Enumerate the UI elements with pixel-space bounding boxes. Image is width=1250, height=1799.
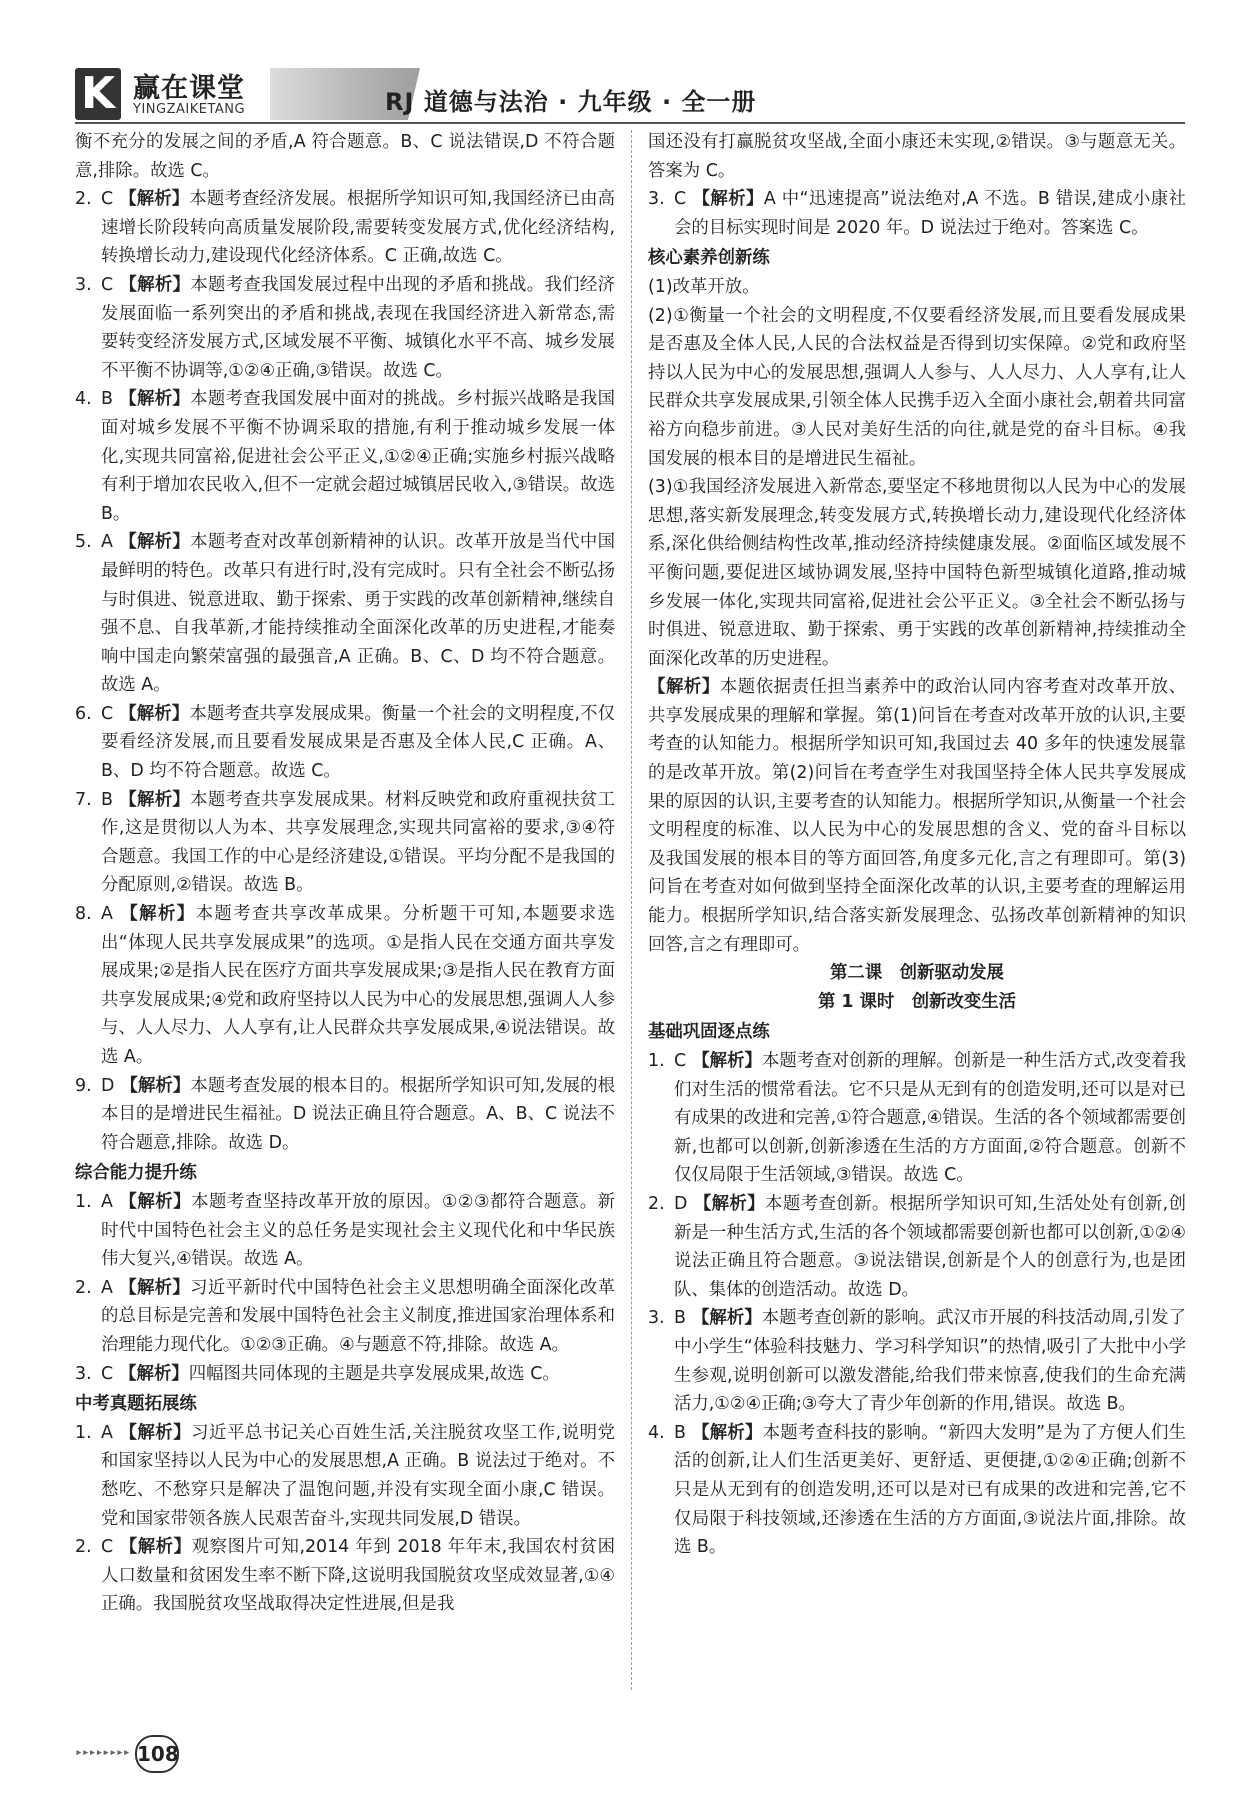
item-number: 1. [75, 1422, 92, 1443]
lesson-title: 第二课 创新驱动发展 [830, 963, 1004, 984]
answer-item [648, 1047, 1186, 1190]
analysis-tag: 【解析】 [691, 1308, 762, 1329]
item-number: 3. [648, 1308, 665, 1329]
analysis-tag: 【解析】 [693, 1193, 766, 1214]
answer-item [75, 1072, 615, 1158]
page-footer [75, 1735, 195, 1775]
analysis-tag: 【解析】 [118, 1191, 192, 1212]
item-number: 3. [75, 274, 92, 295]
analysis-tag: 【解析】 [118, 789, 191, 810]
analysis-tag: 【解析】 [692, 189, 764, 210]
item-text: 本题考查科技的影响。“新四大发明”是为了方便人们生活的创新,让人们生活更美好、更舒适、更便捷,①②④正确;创新不只是从无到有的创造发明,还可以是对已有成果的改进和完善,它不仅局限于科技领域,还渗透在生活的方方面面,③说法片面,排除。故选 B。 [674, 1422, 1186, 1558]
item-answer: A [101, 904, 113, 925]
right-continuation: 国还没有打赢脱贫攻坚战,全面小康还未实现,②错误。③与题意无关。答案为 C。 [648, 132, 1186, 181]
item-answer: C [101, 703, 114, 724]
answer-item [648, 1419, 1186, 1562]
item-number: 7. [75, 789, 92, 810]
answer-item [75, 385, 615, 528]
item-number: 4. [648, 1422, 665, 1443]
logo-pinyin-text: YINGZAIKETANG [133, 102, 246, 117]
item-text: 习近平新时代中国特色社会主义思想明确全面深化改革的总目标是完善和发展中国特色社会主义制度,推进国家治理体系和治理能力现代化。①②③正确。④与题意不符,排除。故选 A。 [101, 1277, 615, 1355]
left-column [75, 128, 615, 1619]
item-number: 3. [75, 1363, 92, 1384]
arrow-decoration-icon: ▸▸▸▸▸▸▸▸ [75, 1745, 130, 1760]
item-answer: A [101, 532, 113, 553]
analysis-text: 本题依据责任担当素养中的政治认同内容考查对改革开放、共享发展成果的理解和掌握。第(1)问旨在考查对改革开放的认识,主要考查的认知能力。根据所学知识可知,我国过去 40 多年的快速发展靠的是改革开放。第(2)问旨在考查学生对我国坚持全体人民共享发展成果的原因的认识,主要考查的认知能力。根据所学知识,从衡量一个社会文明程度的标准、以人民为中心的发展思想的含义、党的奋斗目标以及我国发展的根本目的等方面回答,角度多元化,言之有理即可。第(3)问旨在考查对如何做到坚持全面深化改革的认识,主要考查的理解运用能力。根据所学知识,结合落实新发展理念、弘扬改革创新精神的知识回答,言之有理即可。 [648, 677, 1186, 955]
item-answer: A [101, 1422, 113, 1443]
period-title: 第 1 课时 创新改变生活 [817, 991, 1017, 1012]
item-text: 本题考查坚持改革开放的原因。①②③都符合题意。新时代中国特色社会主义的总任务是实现社会主义现代化和中华民族伟大复兴,④错误。故选 A。 [101, 1191, 615, 1270]
core-paragraph: (3)①我国经济发展进入新常态,要坚定不移地贯彻以人民为中心的发展思想,落实新发展理念,转变发展方式,转换增长动力,建设现代化经济体系,深化供给侧结构性改革,推动经济持续健康发展。②面临区域发展不平衡问题,要促进区域协调发展,坚持中国特色新型城镇化道路,推动城乡发展一体化,实现共同富裕,促进社会公平正义。③全社会不断弘扬与时俱进、锐意进取、勤于探索、勇于实践的改革创新精神,持续推动全面深化改革的历史进程。 [648, 477, 1186, 669]
logo-k-icon: K [75, 68, 121, 120]
item-answer: A [101, 1191, 113, 1212]
left-continuation: 衡不充分的发展之间的矛盾,A 符合题意。B、C 说法错误,D 不符合题意,排除。故选 C。 [75, 132, 615, 181]
item-number: 3. [648, 189, 665, 210]
item-answer: D [101, 1075, 115, 1096]
logo-chinese-text: 赢在课堂 [133, 73, 245, 104]
item-text: 本题考查共享发展成果。衡量一个社会的文明程度,不仅要看经济发展,而且要看发展成果是否惠及全体人民,C 正确。A、B、D 均不符合题意。故选 C。 [101, 703, 615, 782]
analysis-tag: 【解析】 [119, 274, 191, 295]
item-answer: D [674, 1193, 688, 1214]
item-text: 本题考查创新。根据所学知识可知,生活处处有创新,创新是一种生活方式,生活的各个领域都需要创新也都可以创新,①②④说法正确且符合题意。③说法错误,创新是个人的创意行为,也是团队、集体的创造活动。故选 D。 [674, 1193, 1186, 1300]
section-title: 中考真题拓展练 [75, 1394, 197, 1415]
answer-item [75, 1188, 615, 1274]
item-number: 2. [75, 1537, 92, 1558]
item-number: 9. [75, 1075, 92, 1096]
item-answer: C [674, 1051, 687, 1071]
item-answer: B [101, 389, 113, 410]
item-text: 本题考查创新的影响。武汉市开展的科技活动周,引发了中小学生“体验科技魅力、学习科学知识”的热情,吸引了大批中小学生参观,说明创新可以激发潜能,给我们带来惊喜,使我们的生命充满活力,①②④正确;③夸大了青少年创新的作用,错误。故选 B。 [674, 1308, 1186, 1415]
analysis-tag: 【解析】 [692, 1051, 762, 1071]
answer-item [75, 700, 615, 786]
answer-item [75, 786, 615, 900]
item-answer: B [674, 1422, 686, 1443]
item-number: 2. [648, 1193, 665, 1214]
item-number: 2. [75, 1277, 92, 1298]
book-title: RJ 道德与法治 · 九年级 · 全一册 [385, 88, 757, 116]
analysis-tag: 【解析】 [119, 1537, 192, 1558]
answer-item [75, 528, 615, 700]
core-paragraph: (2)①衡量一个社会的文明程度,不仅要看经济发展,而且要看发展成果是否惠及全体人民,人民的合法权益是否得到切实保障。②党和政府坚持以人民为中心的发展思想,强调人人参与、人人尽力、人人享有,让人民群众共享发展成果,引领全体人民携手迈入全面小康社会,朝着共同富裕方向稳步前进。③人民对美好生活的向往,就是党的奋斗目标。④我国发展的根本目的是增进民生福祉。 [648, 305, 1186, 469]
header-rule [75, 122, 1185, 124]
analysis-tag: 【解析】 [118, 389, 191, 410]
item-text: 习近平总书记关心百姓生活,关注脱贫攻坚工作,说明党和国家坚持以人民为中心的发展思想,A 正确。B 说法过于绝对。不愁吃、不愁穿只是解决了温饱问题,并没有实现全面小康,C 错误。党和国家带领各族人民艰苦奋斗,实现共同发展,D 错误。 [101, 1422, 615, 1529]
item-text: A 中“迅速提高”说法绝对,A 不选。B 错误,建成小康社会的目标实现时间是 2020 年。D 说法过于绝对。答案选 C。 [674, 189, 1186, 238]
answer-item [648, 1304, 1186, 1418]
item-answer: C [101, 189, 114, 210]
item-text: 本题考查经济发展。根据所学知识可知,我国经济已由高速增长阶段转向高质量发展阶段,需要转变发展方式,优化经济结构,转换增长动力,建设现代化经济体系。C 正确,故选 C。 [101, 189, 615, 267]
analysis-tag: 【解析】 [691, 1422, 763, 1443]
item-number: 2. [75, 189, 92, 210]
core-paragraph: (1)改革开放。 [648, 276, 760, 297]
item-answer: B [674, 1308, 686, 1329]
answer-item [75, 185, 615, 271]
item-number: 4. [75, 389, 92, 410]
item-answer: C [674, 189, 687, 210]
section-title: 综合能力提升练 [75, 1163, 197, 1184]
answer-item [648, 1190, 1186, 1304]
analysis-tag: 【解析】 [118, 1422, 192, 1443]
item-answer: A [101, 1277, 113, 1298]
item-answer: B [101, 789, 113, 810]
answer-item [75, 1419, 615, 1533]
right-column [648, 128, 1186, 1562]
section-title: 基础巩固逐点练 [648, 1022, 770, 1043]
answer-item [648, 185, 1186, 242]
item-number: 6. [75, 703, 92, 724]
analysis-tag: 【解析】 [648, 677, 720, 698]
answer-item [75, 271, 615, 385]
item-text: 本题考查对改革创新精神的认识。改革开放是当代中国最鲜明的特色。改革只有进行时,没有完成时。只有全社会不断弘扬与时俱进、锐意进取、勤于探索、勇于实践的改革创新精神,继续自强不息、自我革新,才能持续推动全面深化改革的历史进程,才能奏响中国走向繁荣富强的最强音,A 正确。B、C、D 均不符合题意。故选 A。 [101, 532, 615, 696]
item-answer: C [101, 1363, 114, 1384]
analysis-tag: 【解析】 [120, 1075, 191, 1096]
item-answer: C [101, 274, 114, 295]
section-title: 核心素养创新练 [648, 248, 770, 269]
answer-item [75, 1274, 615, 1360]
answer-item [75, 900, 615, 1072]
analysis-tag: 【解析】 [118, 1277, 191, 1298]
item-text: 观察图片可知,2014 年到 2018 年年末,我国农村贫困人口数量和贫困发生率不断下降,这说明我国脱贫攻坚成效显著,①④正确。我国脱贫攻坚战取得决定性进展,但是我 [101, 1537, 615, 1615]
answer-item [75, 1360, 615, 1389]
core-analysis [648, 673, 1186, 959]
item-text: 本题考查共享改革成果。分析题干可知,本题要求选出“体现人民共享发展成果”的选项。①是指人民在交通方面共享发展成果;②是指人民在医疗方面共享发展成果;③是指人民在教育方面共享发展成果;④党和政府坚持以人民为中心的发展思想,强调人人参与、人人尽力、人人享有,让人民群众共享发展成果,④说法错误。故选 A。 [101, 904, 615, 1067]
item-text: 四幅图共同体现的主题是共享发展成果,故选 C。 [188, 1363, 560, 1384]
answer-item [75, 1533, 615, 1619]
item-number: 1. [648, 1051, 665, 1071]
analysis-tag: 【解析】 [118, 532, 191, 553]
analysis-tag: 【解析】 [118, 904, 196, 925]
page-header [75, 62, 1185, 124]
analysis-tag: 【解析】 [119, 1363, 189, 1384]
item-number: 5. [75, 532, 92, 553]
column-divider [631, 130, 632, 1690]
item-number: 8. [75, 904, 92, 925]
item-answer: C [101, 1537, 114, 1558]
page-number: 108 [135, 1735, 179, 1773]
item-number: 1. [75, 1191, 92, 1212]
item-text: 本题考查我国发展中面对的挑战。乡村振兴战略是我国面对城乡发展不平衡不协调采取的措施,有利于推动城乡发展一体化,实现共同富裕,促进社会公平正义,①②④正确;实施乡村振兴战略有利于增加农民收入,但不一定就会超过城镇居民收入,③错误。故选 B。 [101, 389, 615, 524]
item-text: 本题考查共享发展成果。材料反映党和政府重视扶贫工作,这是贯彻以人为本、共享发展理念,实现共同富裕的要求,③④符合题意。我国工作的中心是经济建设,①错误。平均分配不是我国的分配原则,②错误。故选 B。 [101, 789, 615, 896]
item-text: 本题考查对创新的理解。创新是一种生活方式,改变着我们对生活的惯常看法。它不只是从无到有的创造发明,还可以是对已有成果的改进和完善,①符合题意,④错误。生活的各个领域都需要创新,也都可以创新,创新渗透在生活的方方面面,②符合题意。创新不仅仅局限于生活领域,③错误。故选 C。 [674, 1051, 1186, 1186]
analysis-tag: 【解析】 [119, 703, 190, 724]
item-text: 本题考查我国发展过程中出现的矛盾和挑战。我们经济发展面临一系列突出的矛盾和挑战,表现在我国经济进入新常态,需要转变经济发展方式,区域发展不平衡、城镇化水平不高、城乡发展不平衡不协调等,①②④正确,③错误。故选 C。 [101, 274, 615, 381]
analysis-tag: 【解析】 [119, 189, 190, 210]
item-text: 本题考查发展的根本目的。根据所学知识可知,发展的根本目的是增进民生福祉。D 说法正确且符合题意。A、B、C 说法不符合题意,排除。故选 D。 [101, 1075, 615, 1153]
